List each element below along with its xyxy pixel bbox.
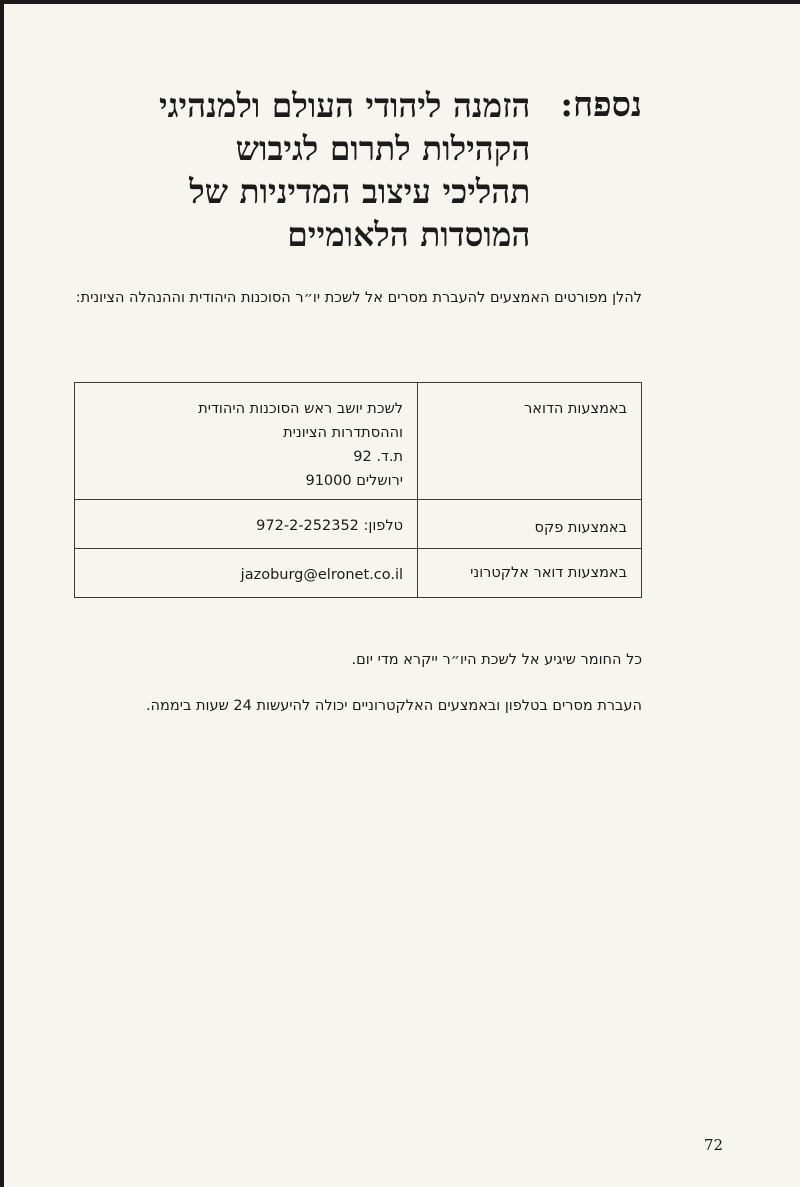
intro-paragraph: להלן מפורטים האמצעים להעברת מסרים אל לשכת יו״ר הסוכנות היהודית וההנהלה הציונית: (75, 290, 642, 306)
channel-method-fax: באמצעות פקס (418, 500, 642, 549)
table-row (75, 383, 642, 500)
availability-note: העברת מסרים בטלפון ובאמצעים האלקטרוניים יכולה להיעשות 24 שעות ביממה. (145, 698, 642, 714)
address-line: לשכת יושב ראש הסוכנות היהודית (198, 401, 403, 417)
appendix-label: נספח: (560, 85, 642, 125)
fax-details (75, 500, 418, 549)
phone-number: 972-2-252352 (256, 518, 359, 534)
email-details (75, 549, 418, 598)
table-row (75, 500, 642, 549)
phone-label: טלפון: (363, 518, 403, 534)
appendix-title: הזמנה ליהודי העולם ולמנהיגי הקהילות לתרום לגיבוש תהליכי עיצוב המדיניות של המוסדות הלאומיים (158, 86, 531, 254)
address-line: וההסתדרות הציונית (283, 425, 403, 441)
contact-channels-table (74, 382, 642, 598)
document-page (4, 4, 800, 1187)
page-number: 72 (704, 1136, 724, 1154)
table-row (75, 549, 642, 598)
email-address: jazoburg@elronet.co.il (240, 567, 403, 583)
daily-reading-note: כל החומר שיגיע אל לשכת היו״ר ייקרא מדי יום. (351, 652, 642, 668)
channel-method-post: באמצעות הדואר (418, 383, 642, 500)
address-line: ת.ד. 92 (353, 449, 403, 465)
appendix-heading (142, 84, 642, 256)
address-line: ירושלים 91000 (305, 473, 403, 489)
channel-method-email: באמצעות דואר אלקטרוני (418, 549, 642, 598)
postal-address (75, 383, 418, 500)
